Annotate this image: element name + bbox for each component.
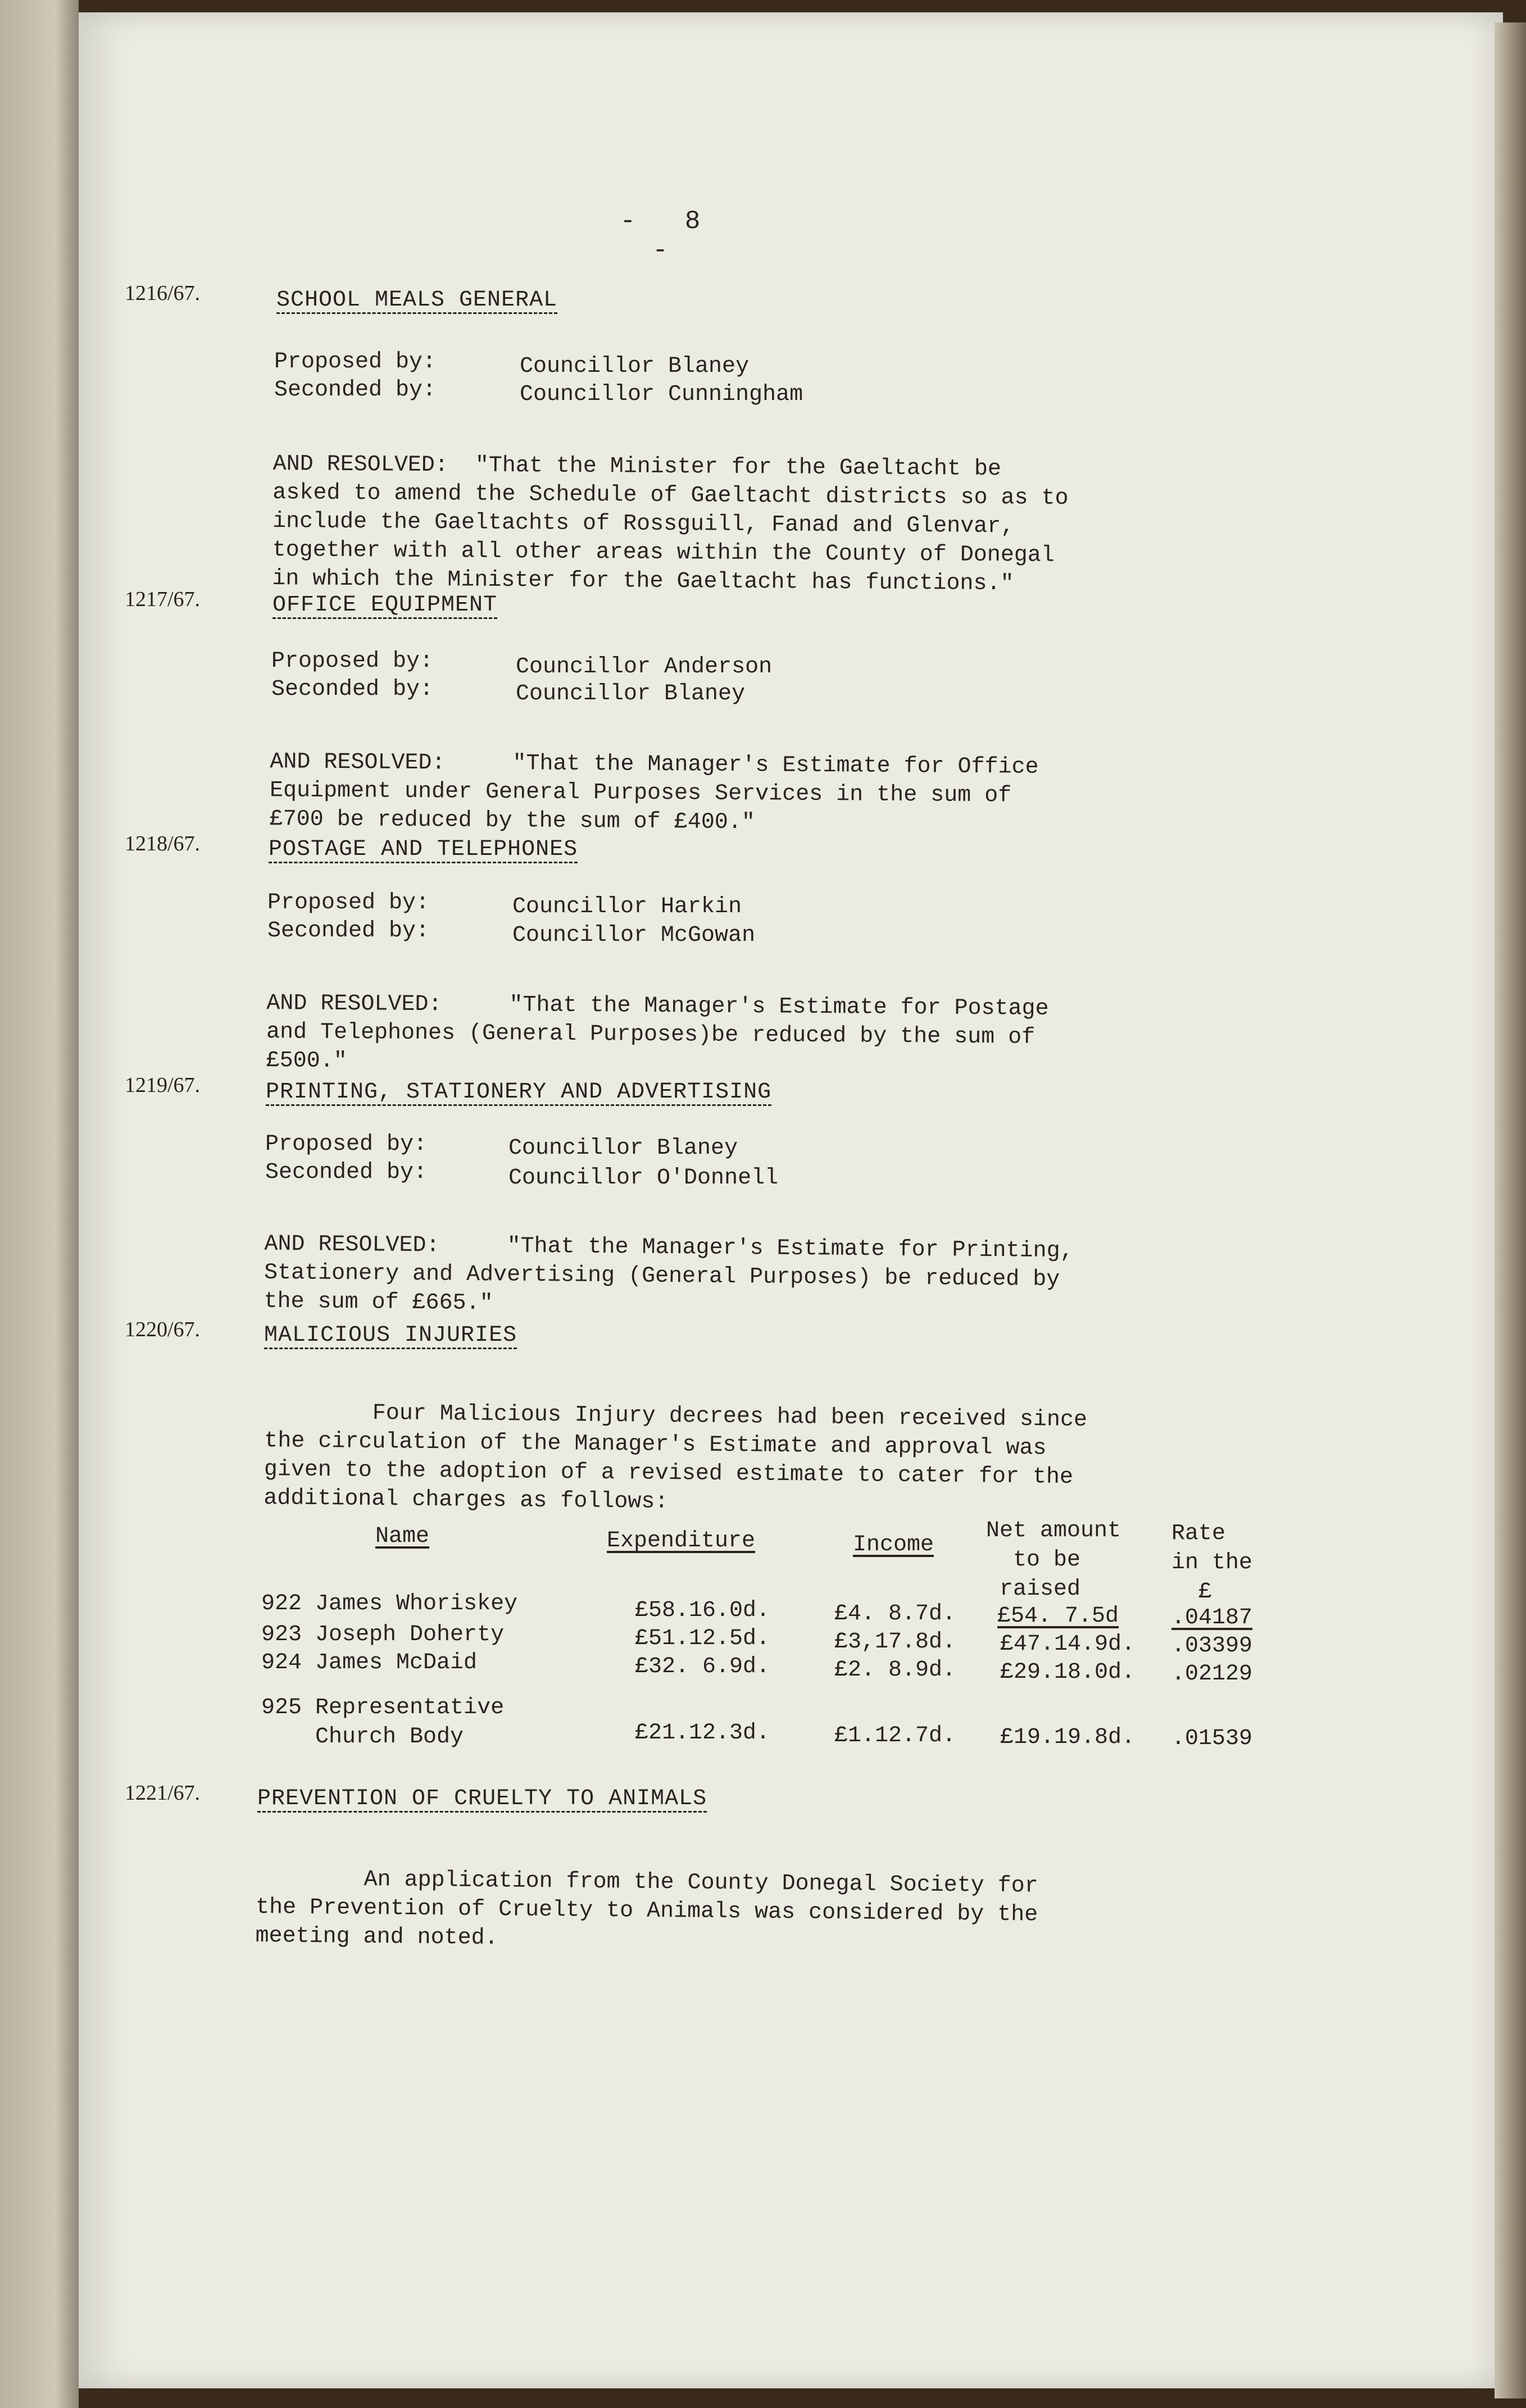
- body-text: Four Malicious Injury decrees had been received since the circulation of the Manager's Estimate and approval was given to the adoption of a revised estimate to cater for the additional charges as follows:: [264, 1399, 1088, 1515]
- proposed-label: Proposed by:: [271, 649, 434, 674]
- resolution-text: AND RESOLVED: "That the Manager's Estimate for Printing, Stationery and Advertising (General Purposes) be reduced by the sum of £665.": [264, 1231, 1074, 1317]
- body-text: An application from the County Donegal Society for the Prevention of Cruelty to Animals was considered by the meeting and noted.: [255, 1866, 1038, 1951]
- row-name: 925 Representative Church Body: [261, 1695, 505, 1750]
- table-header-income: Income: [853, 1532, 934, 1558]
- item-number: 1219/67.: [125, 1073, 201, 1097]
- proposed-value: Councillor Blaney: [520, 354, 750, 379]
- item-number: 1218/67.: [125, 832, 201, 855]
- proposed-value: Councillor Anderson: [516, 654, 773, 680]
- table-header-net: Net amount to be raised: [986, 1518, 1121, 1602]
- row-expenditure: £32. 6.9d.: [635, 1654, 770, 1679]
- item-heading: MALICIOUS INJURIES: [264, 1323, 517, 1348]
- proposed-label: Proposed by:: [274, 349, 437, 375]
- proposed-label: Proposed by:: [267, 890, 430, 916]
- item-heading: PRINTING, STATIONERY AND ADVERTISING: [266, 1080, 772, 1105]
- row-rate: .02129: [1171, 1662, 1253, 1687]
- seconded-value: Councillor O'Donnell: [508, 1166, 779, 1191]
- item-number: 1217/67.: [125, 588, 201, 611]
- item-heading: POSTAGE AND TELEPHONES: [269, 837, 578, 862]
- row-rate: .04187: [1171, 1605, 1253, 1631]
- item-number: 1216/67.: [125, 281, 201, 305]
- item-heading: OFFICE EQUIPMENT: [272, 593, 498, 618]
- seconded-value: Councillor McGowan: [512, 923, 756, 948]
- item-heading: SCHOOL MEALS GENERAL: [276, 288, 558, 313]
- seconded-value: Councillor Blaney: [516, 681, 746, 707]
- row-net: £19.19.8d.: [1000, 1725, 1136, 1750]
- resolution-text: AND RESOLVED: "That the Manager's Estimate for Office Equipment under General Purposes Services in the sum of £700 be reduced by the sum of £400.": [269, 749, 1039, 836]
- proposed-value: Councillor Harkin: [512, 894, 742, 919]
- row-name: 922 James Whoriskey: [261, 1591, 518, 1617]
- row-name: 923 Joseph Doherty: [261, 1622, 505, 1647]
- resolution-text: AND RESOLVED: "That the Manager's Estimate for Postage and Telephones (General Purposes)be reduced by the sum of £500.": [266, 991, 1049, 1075]
- item-heading: PREVENTION OF CRUELTY TO ANIMALS: [257, 1786, 707, 1811]
- row-net: £29.18.0d.: [1000, 1660, 1136, 1685]
- table-header-rate: Rate in the £: [1171, 1521, 1253, 1605]
- row-expenditure: £21.12.3d.: [635, 1720, 770, 1746]
- item-number: 1221/67.: [125, 1781, 201, 1805]
- seconded-label: Seconded by:: [274, 377, 437, 403]
- book-binding-left: [0, 0, 79, 2408]
- proposed-label: Proposed by:: [265, 1132, 428, 1157]
- resolution-text: AND RESOLVED: "That the Minister for the Gaeltacht be asked to amend the Schedule of Gaeltacht districts so as to include the Gaeltachts of Rossguill, Fanad and Glenvar, together with all other areas within the County of Donegal in which the Minister for the Gaeltacht has functions.": [272, 452, 1069, 597]
- row-expenditure: £58.16.0d.: [635, 1598, 770, 1623]
- seconded-label: Seconded by:: [267, 918, 430, 944]
- page-number: - 8 -: [620, 207, 717, 265]
- seconded-value: Councillor Cunningham: [520, 382, 803, 407]
- proposed-value: Councillor Blaney: [508, 1136, 738, 1161]
- row-expenditure: £51.12.5d.: [635, 1626, 770, 1651]
- table-header-expenditure: Expenditure: [607, 1528, 756, 1554]
- row-name: 924 James McDaid: [261, 1650, 478, 1676]
- seconded-label: Seconded by:: [265, 1160, 428, 1185]
- row-net: £47.14.9d.: [1000, 1632, 1136, 1657]
- row-income: £1.12.7d.: [834, 1723, 956, 1749]
- row-income: £2. 8.9d.: [834, 1658, 956, 1683]
- book-page-edges: [1495, 22, 1526, 2398]
- row-income: £3,17.8d.: [834, 1629, 956, 1655]
- item-number: 1220/67.: [125, 1318, 201, 1341]
- seconded-label: Seconded by:: [271, 677, 434, 702]
- row-net: £54. 7.5d: [997, 1604, 1119, 1629]
- row-rate: .01539: [1171, 1726, 1253, 1751]
- row-income: £4. 8.7d.: [834, 1601, 956, 1627]
- row-rate: .03399: [1171, 1633, 1253, 1659]
- table-header-name: Name: [375, 1524, 430, 1549]
